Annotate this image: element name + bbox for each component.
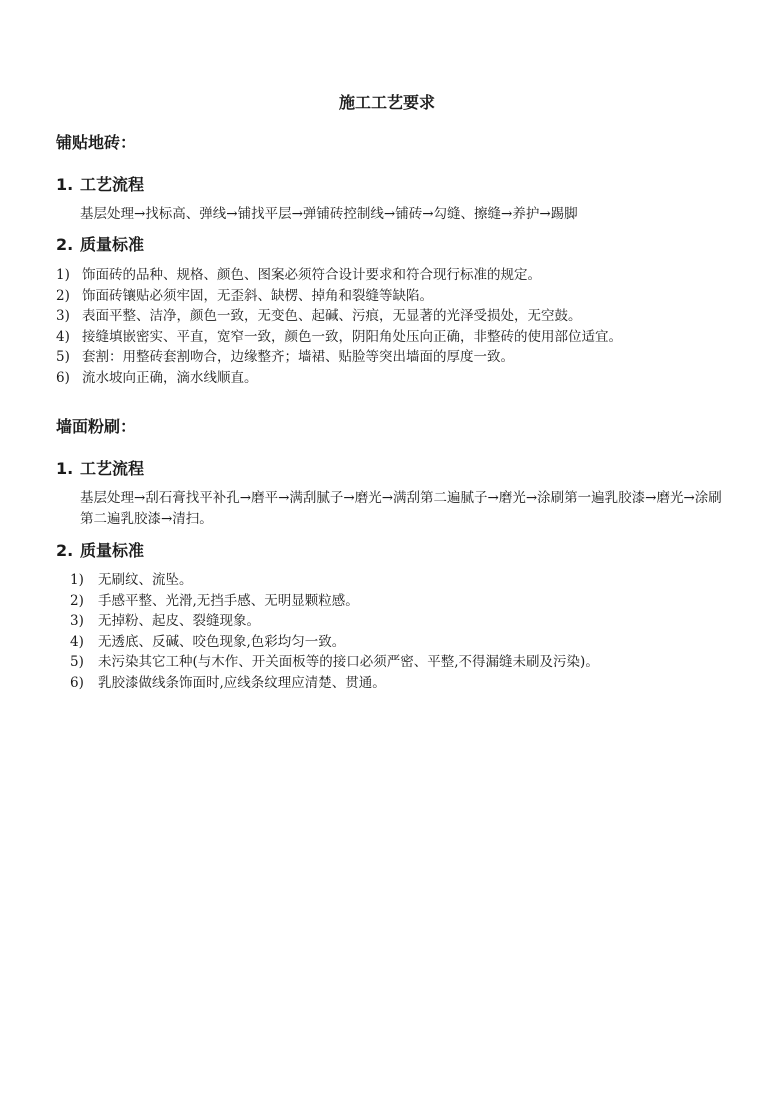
list-item-text: 接缝填嵌密实、平直，宽窄一致，颜色一致，阴阳角处压向正确，非整砖的使用部位适宜。: [82, 328, 622, 345]
list-item-text: 饰面砖镶贴必须牢固，无歪斜、缺楞、掉角和裂缝等缺陷。: [82, 287, 433, 304]
subheading-tiles-quality: [56, 234, 144, 256]
list-item: [56, 306, 622, 327]
list-item-index: 5): [56, 349, 70, 365]
subheading-wall-quality: [56, 540, 144, 562]
subheading-number: 1.: [56, 175, 74, 194]
quality-list-wall: [70, 570, 599, 693]
list-item: [70, 673, 599, 694]
list-item: [56, 286, 622, 307]
list-item-index: 1): [70, 572, 84, 588]
list-item-text: 手感平整、光滑,无挡手感、无明显颗粒感。: [98, 592, 359, 609]
section-heading-wall: 墙面粉刷：: [56, 417, 137, 436]
list-item-text: 无掉粉、起皮、裂缝现象。: [98, 613, 260, 629]
list-item-text: 无透底、反碱、咬色现象,色彩均匀一致。: [98, 633, 346, 650]
list-item-text: 套割：用整砖套割吻合，边缘整齐；墙裙、贴脸等突出墙面的厚度一致。: [82, 349, 514, 365]
list-item-text: 未污染其它工种(与木作、开关面板等的接口必须严密、平整,不得漏缝未刷及污染)。: [98, 654, 599, 670]
list-item: [70, 632, 599, 653]
list-item-index: 1): [56, 267, 70, 283]
subheading-label: 质量标准: [80, 541, 145, 560]
subheading-tiles-process: [56, 174, 144, 196]
subheading-label: 质量标准: [80, 235, 145, 254]
subheading-wall-process: [56, 458, 144, 480]
list-item: [70, 591, 599, 612]
subheading-number: 1.: [56, 459, 74, 478]
list-item-index: 3): [56, 308, 70, 324]
list-item-text: 饰面砖的品种、规格、颜色、图案必须符合设计要求和符合现行标准的规定。: [82, 267, 541, 283]
list-item: [56, 368, 622, 389]
list-item-index: 6): [70, 674, 84, 691]
list-item: [70, 570, 599, 591]
list-item-text: 表面平整、洁净，颜色一致，无变色、起碱、污痕，无显著的光泽受损处，无空鼓。: [82, 308, 582, 324]
list-item-text: 无刷纹、流坠。: [98, 572, 193, 588]
list-item-text: 乳胶漆做线条饰面时,应线条纹理应清楚、贯通。: [98, 674, 386, 691]
process-text-wall: 基层处理→刮石膏找平补孔→磨平→满刮腻子→磨光→满刮第二遍腻子→磨光→涂刷第一遍乳胶漆→磨光→涂刷第二遍乳胶漆→清扫。: [80, 490, 722, 527]
subheading-number: 2.: [56, 541, 74, 560]
list-item: [70, 611, 599, 632]
quality-list-tiles: [56, 265, 622, 388]
list-item-text: 流水坡向正确，滴水线顺直。: [82, 369, 258, 386]
list-item-index: 6): [56, 369, 70, 386]
list-item-index: 3): [70, 613, 84, 629]
subheading-label: 工艺流程: [80, 175, 145, 194]
section-heading-tiles: 铺贴地砖：: [56, 133, 137, 152]
list-item: [70, 652, 599, 673]
subheading-number: 2.: [56, 235, 74, 254]
list-item-index: 4): [70, 633, 84, 650]
list-item: [56, 327, 622, 348]
subheading-label: 工艺流程: [80, 459, 145, 478]
list-item-index: 2): [56, 287, 70, 304]
list-item-index: 2): [70, 592, 84, 609]
list-item: [56, 265, 622, 286]
list-item: [56, 347, 622, 368]
document-title: 施工工艺要求: [338, 93, 435, 112]
list-item-index: 5): [70, 654, 84, 670]
list-item-index: 4): [56, 328, 70, 345]
process-text-tiles: 基层处理→找标高、弹线→铺找平层→弹铺砖控制线→铺砖→勾缝、擦缝→养护→踢脚: [80, 206, 578, 222]
